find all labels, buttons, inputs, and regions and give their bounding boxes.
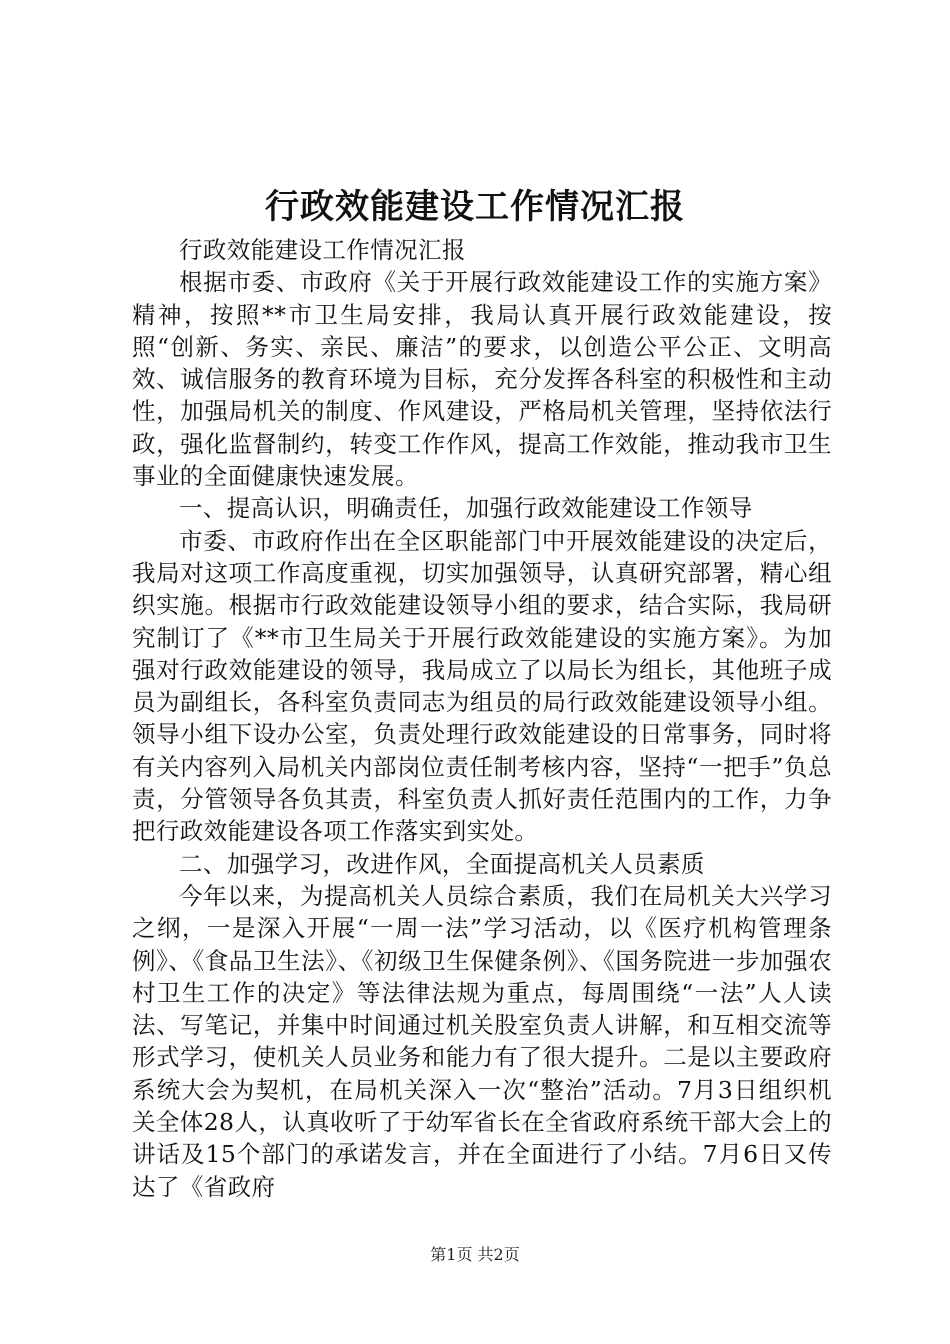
intro-paragraph: 根据市委、市政府《关于开展行政效能建设工作的实施方案》精神，按照**市卫生局安排，我局认真开展行政效能建设，按照“创新、务实、亲民、廉洁”的要求，以创造公平公正、文明高效、诚信服务的教育环境为目标，充分发挥各科室的积极性和主动性，加强局机关的制度、作风建设，严格局机关管理，坚持依法行政，强化监督制约，转变工作作风，提高工作效能，推动我市卫生事业的全面健康快速发展。: [132, 268, 832, 491]
document-body: [132, 234, 832, 1203]
section-heading-1: 一、提高认识，明确责任，加强行政效能建设工作领导: [179, 494, 753, 523]
section-2-paragraph: 今年以来，为提高机关人员综合素质，我们在局机关大兴学习之纲，一是深入开展“一周一法”学习活动，以《医疗机构管理条例》、《食品卫生法》、《初级卫生保健条例》、《国务院进一步加强农村卫生工作的决定》等法律法规为重点，每周围绕“一法”人人读法、写笔记，并集中时间通过机关股室负责人讲解，和互相交流等形式学习，使机关人员业务和能力有了很大提升。二是以主要政府系统大会为契机，在局机关深入一次“整治”活动。7月3日组织机关全体28人，认真收听了于幼军省长在全省政府系统干部大会上的讲话及15个部门的承诺发言，并在全面进行了小结。7月6日又传达了《省政府: [132, 881, 832, 1201]
document-title: 行政效能建设工作情况汇报: [265, 187, 685, 227]
subtitle-paragraph: 行政效能建设工作情况汇报: [179, 236, 466, 264]
page-footer: 第1页 共2页: [430, 1245, 520, 1264]
section-heading-2: 二、加强学习，改进作风，全面提高机关人员素质: [179, 849, 705, 878]
section-1-paragraph: 市委、市政府作出在全区职能部门中开展效能建设的决定后，我局对这项工作高度重视，切实加强领导，认真研究部署，精心组织实施。根据市行政效能建设领导小组的要求，结合实际，我局研究制订了《**市卫生局关于开展行政效能建设的实施方案》。为加强对行政效能建设的领导，我局成立了以局长为组长，其他班子成员为副组长，各科室负责同志为组员的局行政效能建设领导小组。领导小组下设办公室，负责处理行政效能建设的日常事务，同时将有关内容列入局机关内部岗位责任制考核内容，坚持“一把手”负总责，分管领导各负其责，科室负责人抓好责任范围内的工作，力争把行政效能建设各项工作落实到实处。: [132, 526, 832, 846]
